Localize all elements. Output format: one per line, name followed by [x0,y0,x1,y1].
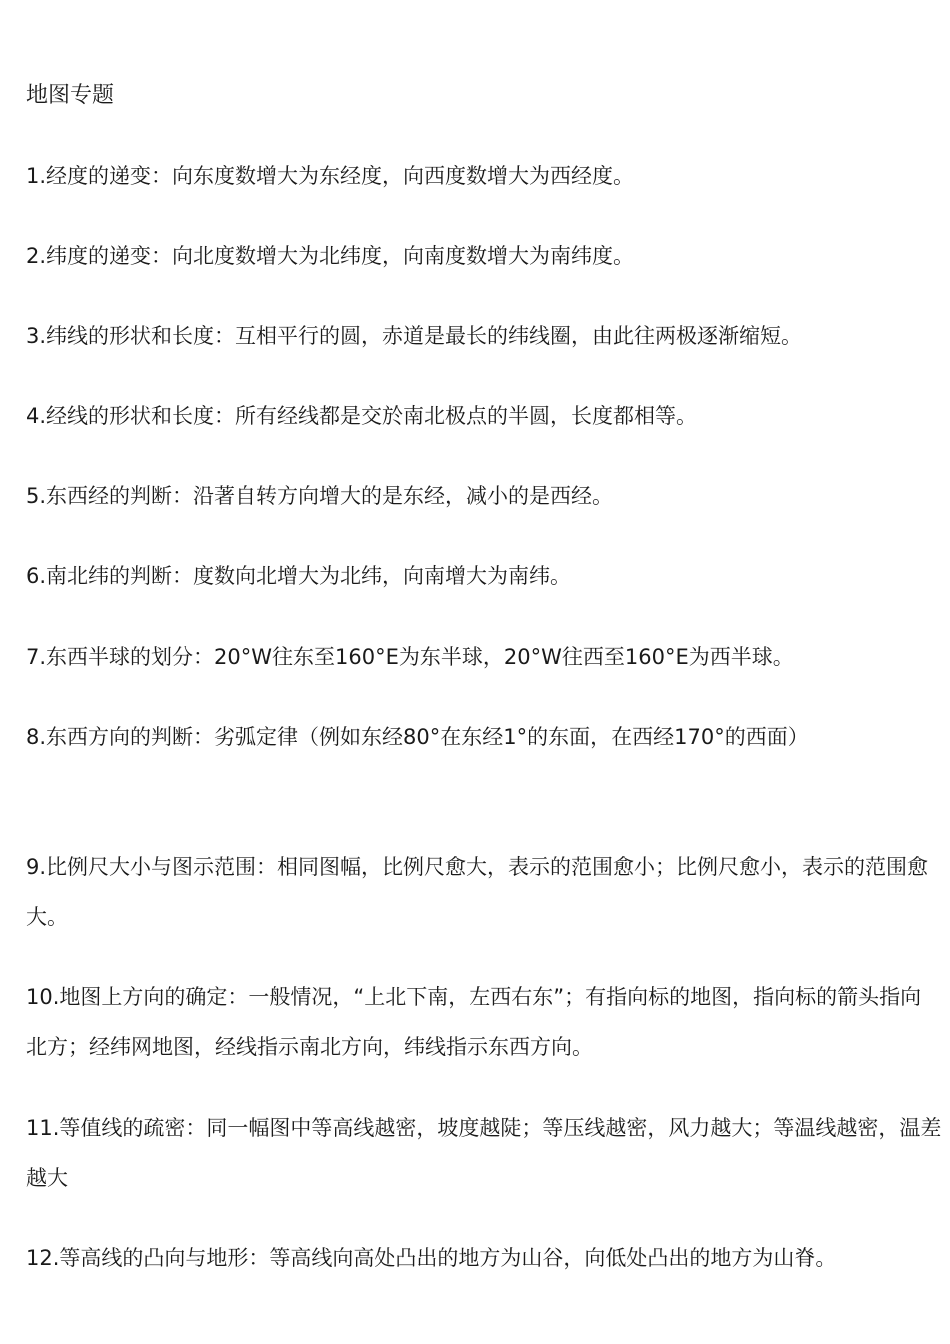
list-item-10 [26,972,942,1072]
item-text: 东西半球的划分：20°W往东至160°E为东半球，20°W往西至160°E为西半球。 [46,645,794,669]
item-number: 3. [26,324,47,348]
list-item-3 [26,311,942,361]
item-text: 东西方向的判断：劣弧定律（例如东经80°在东经1°的东面，在西经170°的西面） [46,725,809,749]
item-text: 南北纬的判断：度数向北增大为北纬，向南增大为南纬。 [46,564,572,588]
item-number: 2. [26,244,47,268]
item-number: 1. [26,164,47,188]
item-text: 纬线的形状和长度：互相平行的圆，赤道是最长的纬线圈，由此往两极逐渐缩短。 [46,324,803,348]
item-text: 经线的形状和长度：所有经线都是交於南北极点的半圆，长度都相等。 [46,404,698,428]
list-item-9 [26,842,942,942]
item-text: 经度的递变：向东度数增大为东经度，向西度数增大为西经度。 [46,164,635,188]
list-item-11 [26,1103,942,1203]
item-number: 4. [26,404,47,428]
item-number: 10. [26,985,60,1009]
list-item-7 [26,632,942,682]
list-item-12 [26,1233,942,1283]
item-text: 东西经的判断：沿著自转方向增大的是东经，减小的是西经。 [46,484,614,508]
item-text: 纬度的递变：向北度数增大为北纬度，向南度数增大为南纬度。 [46,244,635,268]
item-number: 11. [26,1116,60,1140]
item-text: 等高线的凸向与地形：等高线向高处凸出的地方为山谷，向低处凸出的地方为山脊。 [59,1246,837,1270]
list-item-6 [26,551,942,601]
item-text: 比例尺大小与图示范围：相同图幅，比例尺愈大，表示的范围愈小；比例尺愈小，表示的范围愈大。 [26,855,929,929]
list-item-4 [26,391,942,441]
item-number: 5. [26,484,47,508]
item-number: 12. [26,1246,60,1270]
page-title: 地图专题 [26,83,115,108]
list-item-8 [26,712,942,762]
item-text: 等值线的疏密：同一幅图中等高线越密，坡度越陡；等压线越密，风力越大；等温线越密，温差越大 [26,1116,942,1190]
item-number: 7. [26,645,47,669]
item-text: 地图上方向的确定：一般情况，“上北下南，左西右东”；有指向标的地图，指向标的箭头指向北方；经纬网地图，经线指示南北方向，纬线指示东西方向。 [26,985,922,1059]
list-item-5 [26,471,942,521]
item-number: 6. [26,564,47,588]
item-number: 9. [26,855,47,879]
list-item-2 [26,231,942,281]
item-number: 8. [26,725,47,749]
list-item-1 [26,151,942,201]
